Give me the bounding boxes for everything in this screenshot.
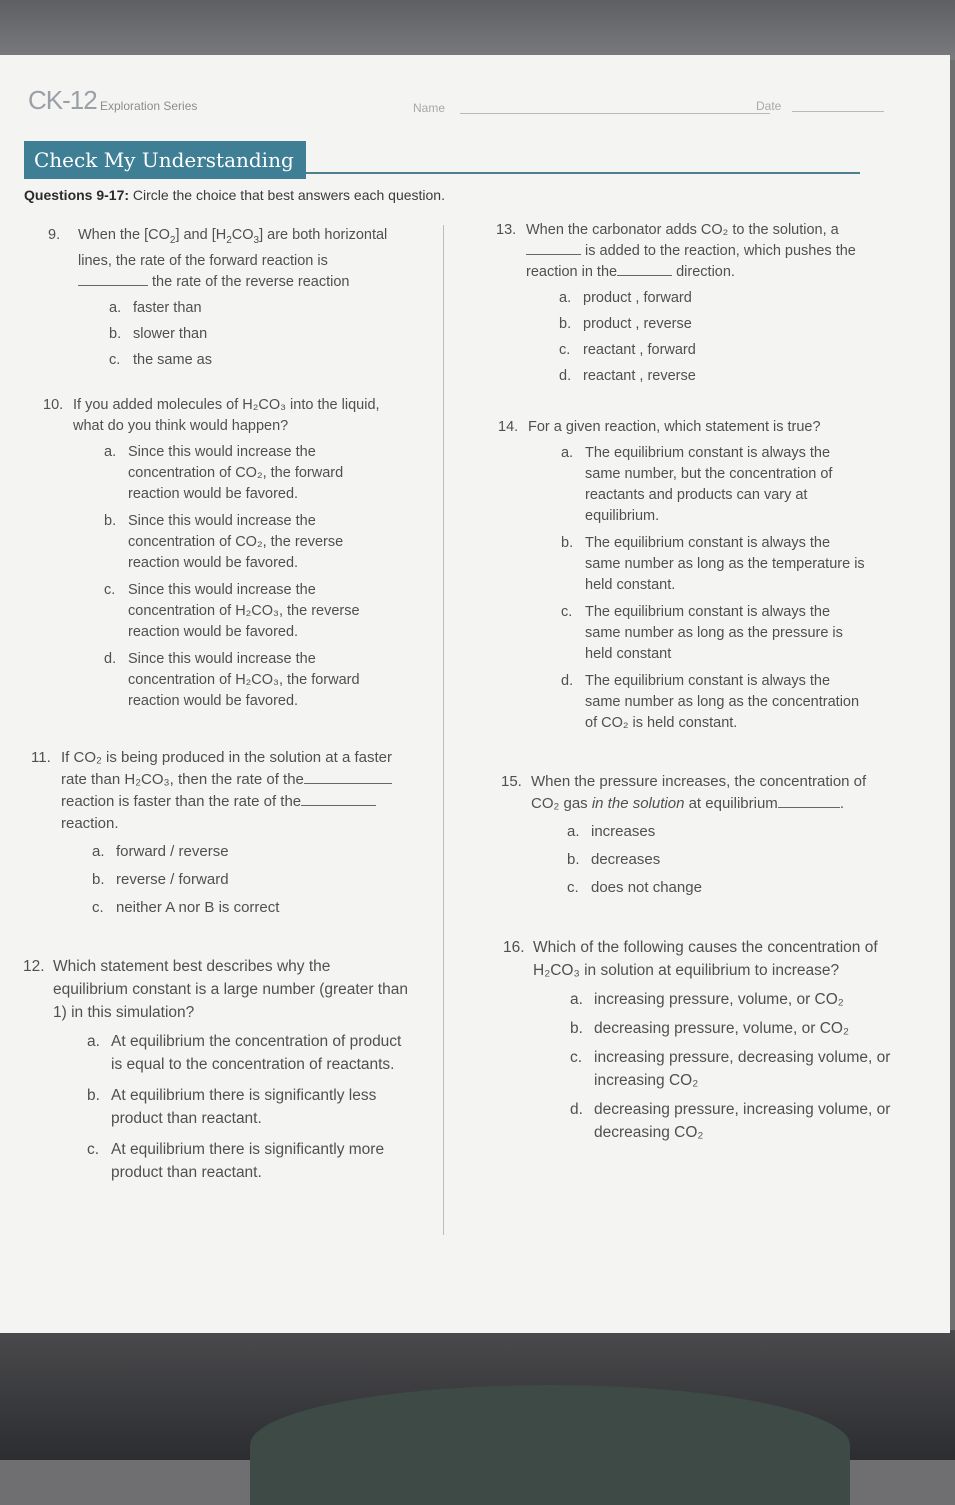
option-b[interactable]: b. The equilibrium constant is always the same number as long as the temperature is held constant. — [561, 535, 865, 593]
option-list — [109, 298, 408, 371]
option-list — [561, 443, 865, 734]
option-d[interactable]: d. The equilibrium constant is always the same number as long as the concentration of CO₂ is held constant. — [561, 673, 860, 731]
option-d[interactable]: d. reactant , reverse — [559, 368, 696, 384]
option-list — [92, 841, 416, 919]
option-a[interactable]: a. Since this would increase the concentration of CO₂, the forward reaction would be favored. — [104, 444, 344, 502]
question-13 — [496, 220, 861, 387]
option-b[interactable]: b. At equilibrium there is significantly less product than reactant. — [87, 1087, 377, 1127]
option-c[interactable]: c. The equilibrium constant is always the same number as long as the pressure is held constant — [561, 604, 843, 662]
question-stem: 16. Which of the following causes the concentration of H₂CO₃ in solution at equilibrium to increase? — [533, 936, 893, 982]
question-16 — [503, 936, 893, 1144]
question-9 — [48, 225, 408, 371]
question-number: 12. — [23, 958, 45, 975]
option-b[interactable]: b. decreases — [567, 851, 661, 868]
option-list — [87, 1030, 406, 1184]
section-title: Check My Understanding — [34, 148, 294, 172]
option-list — [559, 288, 861, 387]
option-b[interactable]: b. reverse / forward — [92, 871, 229, 888]
question-stem: 11. If CO₂ is being produced in the solution at a faster rate than H₂CO₃, then the rate of the reaction is faster than the rate of the reaction. — [31, 749, 393, 832]
answer-blank[interactable] — [78, 273, 148, 286]
question-stem: 10. If you added molecules of H₂CO₃ into the liquid, what do you think would happen? — [43, 397, 380, 434]
section-banner — [24, 141, 306, 179]
instructions-bold: Questions 9-17: — [24, 187, 130, 203]
option-c[interactable]: c. Since this would increase the concentration of H₂CO₃, the reverse reaction would be favored. — [104, 582, 360, 640]
question-number: 16. — [503, 939, 525, 956]
option-d[interactable]: d. decreasing pressure, increasing volume, or decreasing CO₂ — [570, 1101, 891, 1141]
question-14 — [498, 417, 868, 734]
option-d[interactable]: d. Since this would increase the concentration of H₂CO₃, the forward reaction would be favored. — [104, 651, 360, 709]
question-number: 15. — [501, 773, 522, 790]
option-b[interactable]: b. product , reverse — [559, 316, 692, 332]
question-15 — [501, 771, 881, 899]
option-list — [104, 442, 373, 712]
banner-rule — [306, 172, 860, 174]
option-a[interactable]: a. At equilibrium the concentration of product is equal to the concentration of reactants. — [87, 1033, 402, 1073]
option-c[interactable]: c. At equilibrium there is significantly more product than reactant. — [87, 1141, 385, 1181]
date-field[interactable] — [792, 111, 884, 112]
option-b[interactable]: b. slower than — [109, 325, 208, 342]
question-number: 10. — [43, 397, 64, 413]
option-a[interactable]: a. faster than — [109, 299, 202, 316]
option-c[interactable]: c. increasing pressure, decreasing volume, or increasing CO₂ — [570, 1049, 891, 1089]
series-label: Exploration Series — [100, 99, 198, 113]
answer-blank[interactable] — [778, 795, 840, 808]
answer-blank-2[interactable] — [617, 263, 672, 276]
ck12-logo: CK-12 — [28, 85, 97, 115]
option-a[interactable]: a. increases — [567, 823, 656, 840]
name-field[interactable] — [460, 113, 770, 114]
option-a[interactable]: a. product , forward — [559, 290, 692, 306]
answer-blank-2[interactable] — [301, 793, 376, 806]
question-stem: 15. When the pressure increases, the concentration of CO₂ gas in the solution at equilibrium . — [501, 773, 867, 812]
question-number: 11. — [31, 749, 51, 766]
question-stem: 14. For a given reaction, which statement is true? — [528, 417, 868, 438]
page-header — [28, 85, 888, 115]
option-c[interactable]: c. reactant , forward — [559, 342, 696, 358]
column-divider — [443, 225, 444, 1235]
question-number: 9. — [48, 227, 61, 243]
question-stem: 9. When the $[CO_2]$ and $[H_2CO_3]$ are both horizontal lines, the rate of the forward reaction is the rate of the reverse reaction — [48, 227, 388, 290]
question-stem: 13. When the carbonator adds CO₂ to the solution, a is added to the reaction, which pushes the reaction in the direction. — [496, 222, 856, 280]
option-c[interactable]: c. does not change — [567, 879, 702, 896]
option-b[interactable]: b. Since this would increase the concentration of CO₂, the reverse reaction would be favored. — [104, 513, 344, 571]
question-number: 13. — [496, 222, 517, 238]
option-list — [570, 988, 894, 1144]
option-c[interactable]: c. neither A nor B is correct — [92, 899, 280, 916]
question-number: 14. — [498, 419, 519, 435]
background-fabric — [250, 1385, 850, 1505]
answer-blank-1[interactable] — [304, 771, 392, 784]
option-list — [567, 821, 881, 899]
answer-blank-1[interactable] — [526, 242, 581, 255]
worksheet-page — [0, 55, 950, 1333]
question-10 — [43, 395, 413, 712]
instructions-text: Circle the choice that best answers each question. — [129, 187, 445, 203]
option-c[interactable]: c. the same as — [109, 351, 212, 368]
date-label: Date — [756, 99, 782, 113]
option-b[interactable]: b. decreasing pressure, volume, or CO₂ — [570, 1020, 849, 1037]
background-top — [0, 0, 955, 60]
option-a[interactable]: a. increasing pressure, volume, or CO₂ — [570, 991, 844, 1008]
name-label: Name — [413, 101, 446, 115]
question-12 — [23, 955, 408, 1184]
option-a[interactable]: a. The equilibrium constant is always the same number, but the concentration of reactants and products can vary at equilibrium. — [561, 445, 833, 524]
question-stem: 12. Which statement best describes why the equilibrium constant is a large number (greater than 1) in this simulation? — [53, 955, 408, 1024]
question-11 — [31, 747, 416, 919]
instructions — [24, 187, 445, 203]
option-a[interactable]: a. forward / reverse — [92, 843, 229, 860]
